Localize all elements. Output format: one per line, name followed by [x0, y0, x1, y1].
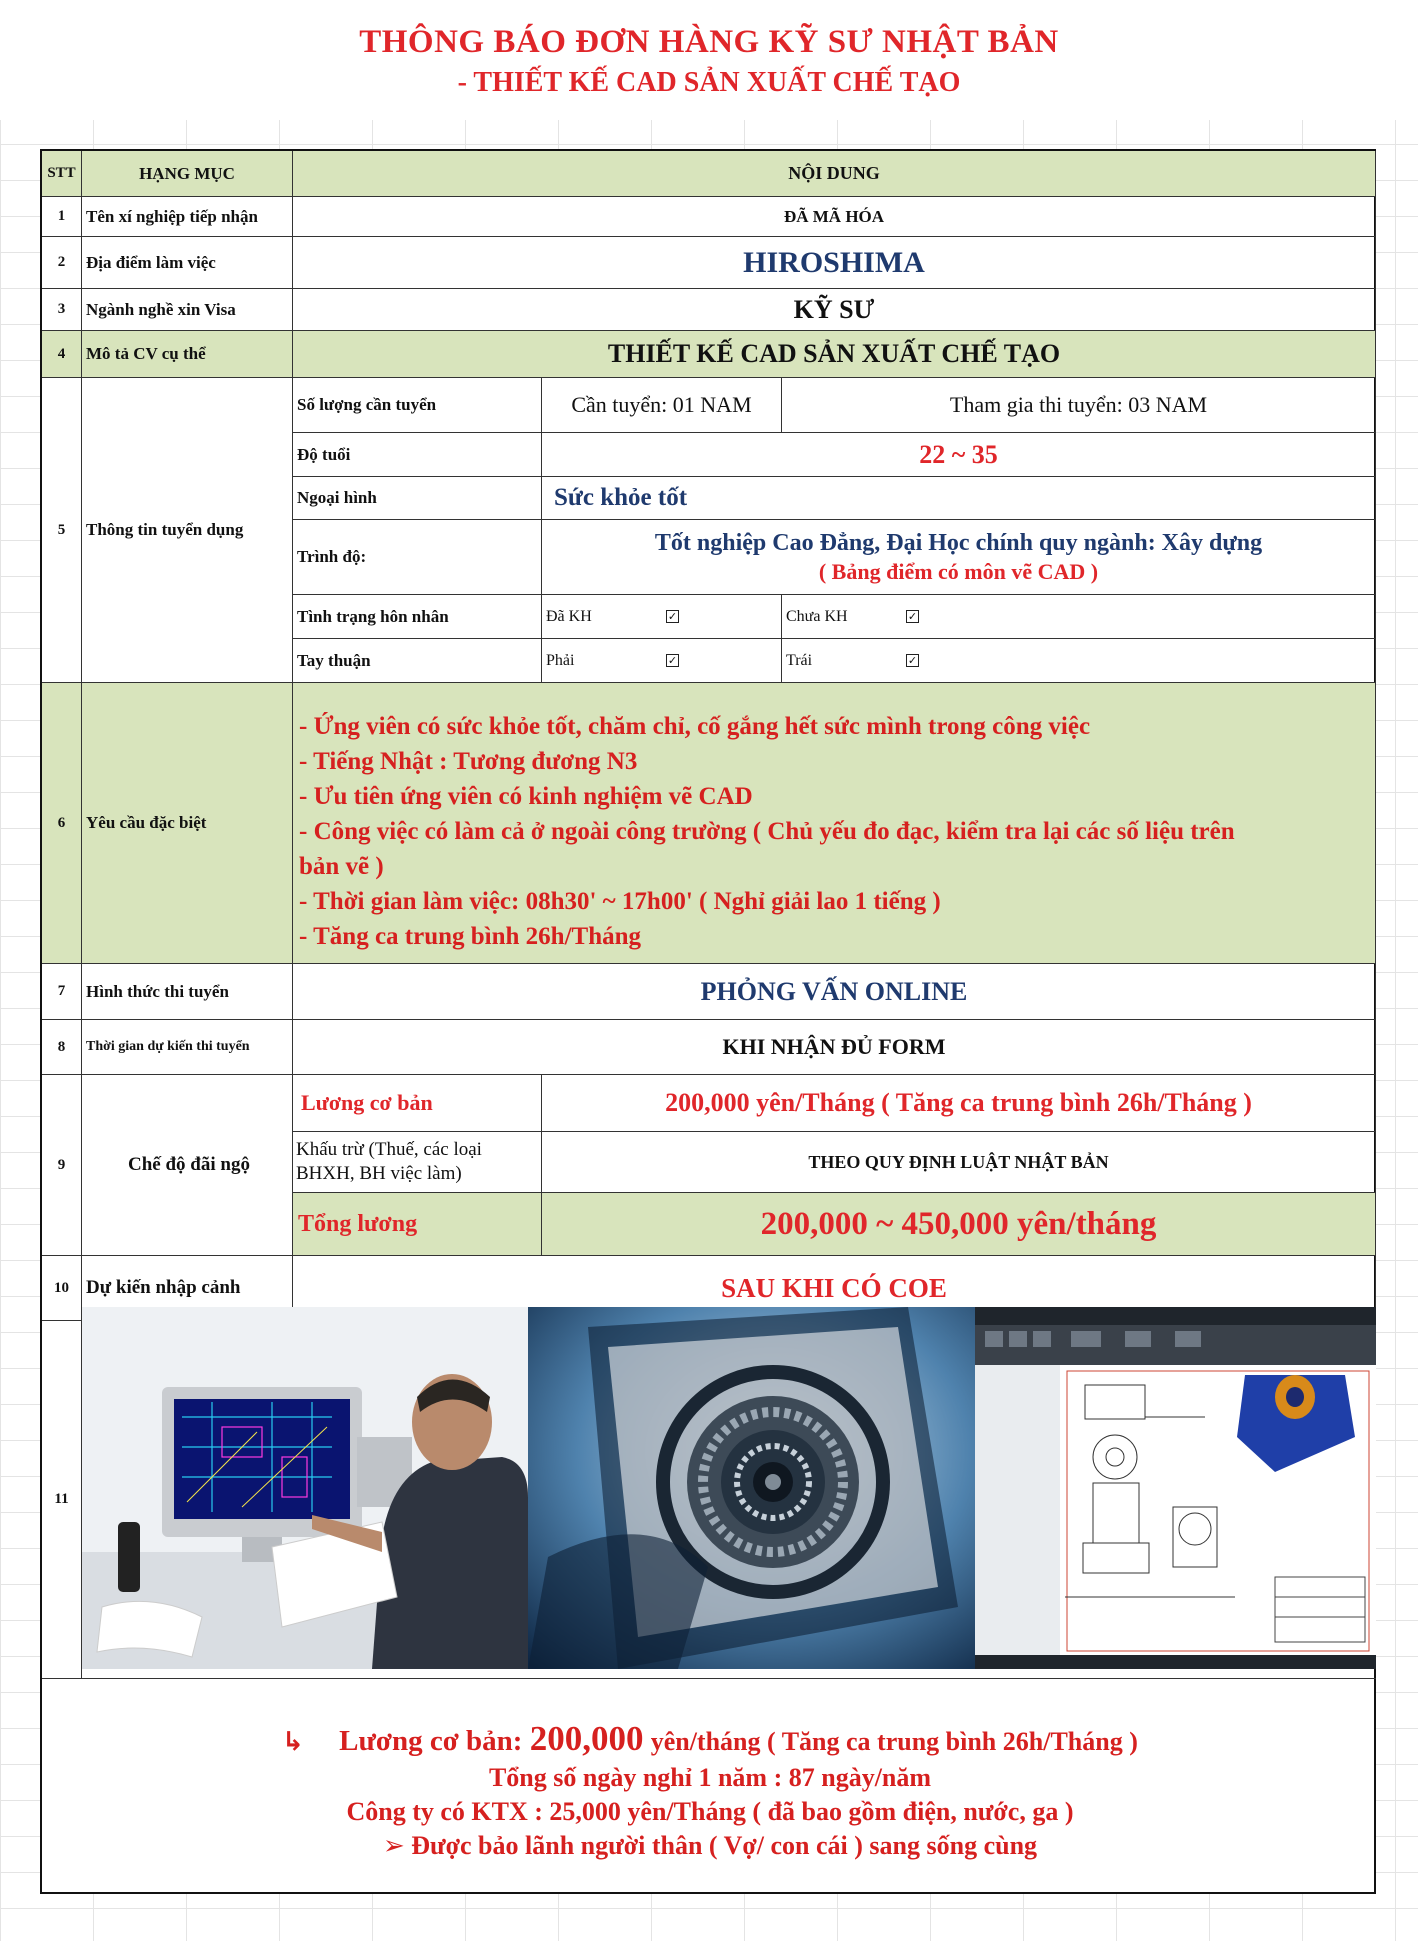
header-content: NỘI DUNG	[293, 151, 1376, 197]
requirement-line: bản vẽ )	[299, 852, 384, 880]
education-line-2: ( Bảng điểm có môn vẽ CAD )	[818, 558, 1099, 584]
row-6-label: Yêu cầu đặc biệt	[82, 683, 293, 964]
hand-label: Tay thuận	[293, 639, 542, 683]
row-4-label: Mô tả CV cụ thể	[82, 331, 293, 378]
requirement-line: - Ứng viên có sức khỏe tốt, chăm chỉ, cố gắng hết sức mình trong công việc	[299, 712, 1091, 740]
footer-dormitory: Công ty có KTX : 25,000 yên/Tháng ( đã bao gồm điện, nước, ga )	[346, 1797, 1074, 1826]
requirement-line: - Tăng ca trung bình 26h/Tháng	[299, 922, 642, 950]
visa-category-value: KỸ SƯ	[293, 289, 1376, 331]
special-requirements	[293, 683, 1376, 964]
footer-base-prefix: Lương cơ bản:	[339, 1725, 523, 1757]
row-5-label: Thông tin tuyển dụng	[82, 378, 293, 683]
document-title: THÔNG BÁO ĐƠN HÀNG KỸ SƯ NHẬT BẢN	[359, 24, 1059, 60]
marital-label: Tình trạng hôn nhân	[293, 595, 542, 639]
deduction-value: THEO QUY ĐỊNH LUẬT NHẬT BẢN	[542, 1132, 1376, 1193]
left-hand-option	[782, 639, 1376, 683]
entry-time-value: SAU KHI CÓ COE	[293, 1256, 1376, 1321]
row-11-stt: 11	[42, 1321, 82, 1679]
single-option	[782, 595, 1376, 639]
document-header	[0, 0, 1418, 120]
left-hand-checkbox[interactable]: ✓	[907, 654, 918, 667]
age-value: 22 ~ 35	[542, 433, 1376, 477]
total-salary-value: 200,000 ~ 450,000 yên/tháng	[542, 1193, 1376, 1256]
row-9-label: Chế độ đãi ngộ	[82, 1075, 293, 1256]
row-1-label: Tên xí nghiệp tiếp nhận	[82, 197, 293, 237]
requirement-line: - Tiếng Nhật : Tương đương N3	[299, 747, 638, 775]
row-1-stt: 1	[42, 197, 82, 237]
left-hand-label: Trái	[786, 651, 813, 669]
quantity-label: Số lượng cần tuyển	[293, 378, 542, 433]
appearance-label: Ngoại hình	[293, 477, 542, 520]
right-hand-checkbox[interactable]: ✓	[667, 654, 678, 667]
work-location-value: HIROSHIMA	[293, 237, 1376, 289]
single-label: Chưa KH	[786, 607, 848, 625]
footer-base-suffix: yên/tháng ( Tăng ca trung bình 26h/Tháng )	[650, 1727, 1138, 1756]
summary-footer	[42, 1679, 1378, 1894]
total-salary-label: Tổng lương	[293, 1193, 542, 1256]
header-stt: STT	[42, 151, 82, 197]
row-5-stt: 5	[42, 378, 82, 683]
row-7-label: Hình thức thi tuyển	[82, 964, 293, 1020]
quantity-need-value: Cần tuyển: 01 NAM	[542, 378, 782, 433]
row-7-stt: 7	[42, 964, 82, 1020]
footer-base-salary	[42, 1719, 1378, 1759]
row-3-label: Ngành nghề xin Visa	[82, 289, 293, 331]
row-10-label: Dự kiến nhập cảnh	[82, 1256, 293, 1321]
row-2-stt: 2	[42, 237, 82, 289]
requirement-line: - Thời gian làm việc: 08h30' ~ 17h00' ( Nghỉ giải lao 1 tiếng )	[299, 887, 941, 915]
right-hand-option	[542, 639, 782, 683]
row-4-stt: 4	[42, 331, 82, 378]
married-label: Đã KH	[546, 607, 592, 625]
row-8-stt: 8	[42, 1020, 82, 1075]
row-2-label: Địa điểm làm việc	[82, 237, 293, 289]
exam-format-value: PHỎNG VẤN ONLINE	[293, 964, 1376, 1020]
row-9-stt: 9	[42, 1075, 82, 1256]
row-10-stt: 10	[42, 1256, 82, 1321]
company-name-value: ĐÃ MÃ HÓA	[293, 197, 1376, 237]
exam-time-value: KHI NHẬN ĐỦ FORM	[293, 1020, 1376, 1075]
appearance-value: Sức khỏe tốt	[542, 477, 1376, 520]
education-value	[542, 520, 1376, 595]
education-line-1: Tốt nghiệp Cao Đẳng, Đại Học chính quy ngành: Xây dựng	[654, 529, 1263, 556]
age-label: Độ tuổi	[293, 433, 542, 477]
married-checkbox[interactable]: ✓	[667, 610, 678, 623]
education-label: Trình độ:	[293, 520, 542, 595]
deduction-label: Khấu trừ (Thuế, các loại BHXH, BH việc làm)	[293, 1132, 542, 1193]
curved-arrow-icon: ↳	[282, 1727, 304, 1757]
footer-holidays: Tổng số ngày nghỉ 1 năm : 87 ngày/năm	[488, 1763, 932, 1792]
footer-family-sponsorship	[42, 1831, 1378, 1861]
quantity-exam-value: Tham gia thi tuyển: 03 NAM	[782, 378, 1376, 433]
married-option	[542, 595, 782, 639]
requirement-line: - Công việc có làm cả ở ngoài công trường ( Chủ yếu đo đạc, kiểm tra lại các số liệu trên	[299, 817, 1235, 845]
right-hand-label: Phải	[546, 651, 575, 669]
requirement-line: - Ưu tiên ứng viên có kinh nghiệm vẽ CAD	[299, 782, 753, 810]
requirements-list	[293, 693, 1241, 954]
job-description-value: THIẾT KẾ CAD SẢN XUẤT CHẾ TẠO	[293, 331, 1376, 378]
header-item: HẠNG MỤC	[82, 151, 293, 197]
arrowhead-bullet-icon: ➢	[382, 1831, 405, 1861]
autocad-drawing-screenshot	[975, 1307, 1376, 1669]
base-salary-value: 200,000 yên/Tháng ( Tăng ca trung bình 26h/Tháng )	[542, 1075, 1376, 1132]
row-3-stt: 3	[42, 289, 82, 331]
row-6-stt: 6	[42, 683, 82, 964]
footer-family-text: Được bảo lãnh người thân ( Vợ/ con cái ) sang sống cùng	[411, 1831, 1038, 1860]
document-subtitle: - THIẾT KẾ CAD SẢN XUẤT CHẾ TẠO	[457, 67, 961, 98]
engineer-at-computer-photo	[82, 1307, 528, 1669]
footer-base-amount: 200,000	[529, 1719, 644, 1758]
single-checkbox[interactable]: ✓	[907, 610, 918, 623]
base-salary-label: Lương cơ bản	[293, 1075, 542, 1132]
cad-gear-design-photo	[528, 1307, 975, 1669]
row-8-label: Thời gian dự kiến thi tuyển	[82, 1020, 293, 1075]
